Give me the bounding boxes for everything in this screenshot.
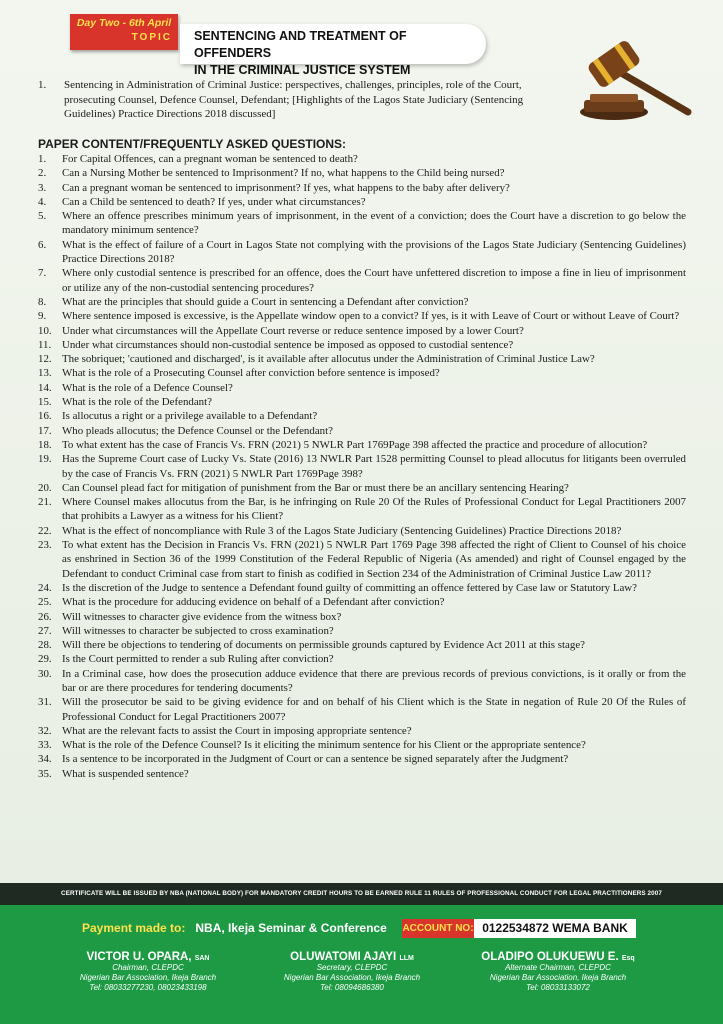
signatory-tel: Tel: 08033277230, 08023433198 [89, 983, 207, 992]
faq-item [38, 624, 686, 638]
faq-item [38, 695, 686, 724]
faq-item-text: Under what circumstances will the Appellate Court reverse or reduce sentence imposed by a lower Court? [62, 324, 524, 337]
faq-item-text: What is suspended sentence? [62, 767, 189, 780]
faq-item-text: Will the prosecutor be said to be giving evidence for and on behalf of his Client which is the State in negation of Rule 20 Of the Rules of Professional Conduct for Legal Practitioners 2007? [62, 696, 686, 723]
faq-item [38, 652, 686, 666]
payment-line [82, 917, 387, 939]
faq-item [38, 381, 686, 395]
account-label: ACCOUNT NO: [402, 919, 474, 938]
faq-item-number: 24. [38, 581, 52, 594]
faq-item [38, 738, 686, 752]
faq-item-text: Will witnesses to character be subjected to cross examination? [62, 624, 334, 637]
faq-item [38, 724, 686, 738]
faq-item-text: Can a Nursing Mother be sentenced to Imprisonment? If no, what happens to the Child being nursed? [62, 167, 505, 180]
faq-item-number: 18. [38, 438, 52, 451]
signatory-role: Secretary, CLEPDC [316, 963, 388, 972]
faq-item [38, 452, 686, 481]
faq-item-number: 7. [38, 267, 47, 280]
faq-item [38, 352, 686, 366]
faq-item-text: Where sentence imposed is excessive, is the Appellate window open to a convict? If yes, is it with Leave of Court or without Leave of Court? [62, 310, 680, 323]
faq-item-number: 19. [38, 453, 52, 466]
gavel-icon [576, 30, 696, 126]
faq-item-text: What are the relevant facts to assist the Court in imposing appropriate sentence? [62, 724, 412, 737]
faq-item-text: Who pleads allocutus; the Defence Counsel or the Defendant? [62, 424, 333, 437]
faq-item [38, 338, 686, 352]
faq-item [38, 495, 686, 524]
faq-item-text: What is the role of the Defence Counsel? Is it eliciting the minimum sentence for his Client or the appropriate sentence? [62, 739, 586, 752]
faq-item-text: Will witnesses to character give evidence from the witness box? [62, 610, 342, 623]
faq-item [38, 752, 686, 766]
faq-item-number: 31. [38, 696, 52, 709]
signatory-tel: Tel: 08033133072 [526, 983, 590, 992]
faq-item-text: Is allocutus a right or a privilege available to a Defendant? [62, 410, 318, 423]
faq-item-number: 8. [38, 295, 47, 308]
faq-item [38, 424, 686, 438]
account-value: 0122534872 WEMA BANK [474, 919, 636, 938]
signatory-role: Alternate Chairman, CLEPDC [505, 963, 611, 972]
faq-item [38, 595, 686, 609]
faq-item [38, 309, 686, 323]
faq-item-text: The sobriquet; 'cautioned and discharged', is it available after allocutus under the Administration of Criminal Justice Law? [62, 353, 595, 366]
faq-item-text: Will there be objections to tendering of documents on permissible grounds captured by Evidence Act 2011 at this stage? [62, 639, 585, 652]
faq-item-number: 2. [38, 167, 47, 180]
faq-item [38, 181, 686, 195]
signatory-org: Nigerian Bar Association, Ikeja Branch [283, 973, 421, 982]
faq-item-number: 1. [38, 153, 47, 165]
faq-item-number: 12. [38, 353, 52, 366]
footer [0, 905, 723, 1024]
payment-payee: NBA, Ikeja Seminar & Conference [195, 921, 387, 935]
faq-item-text: To what extent has the case of Francis Vs. FRN (2021) 5 NWLR Part 1769Page 398 affected the practice and procedure of allocution? [62, 438, 648, 451]
faq-item-number: 6. [38, 238, 47, 251]
faq-item-text: What is the procedure for adducing evidence on behalf of a Defendant after conviction? [62, 596, 445, 609]
faq-item-number: 15. [38, 396, 52, 409]
faq-item-number: 29. [38, 653, 52, 666]
faq-item-text: What is the effect of noncompliance with Rule 3 of the Lagos State Judiciary (Sentencing Guidelines) Practice Directions 2018? [62, 524, 622, 537]
faq-item-number: 13. [38, 367, 52, 380]
faq-item [38, 195, 686, 209]
faq-item [38, 667, 686, 696]
signatory-role: Chairman, CLEPDC [112, 963, 184, 972]
signatory [48, 951, 248, 993]
faq-item-number: 17. [38, 424, 52, 437]
faq-item [38, 638, 686, 652]
faq-item-number: 27. [38, 624, 52, 637]
faq-item-text: Is the discretion of the Judge to sentence a Defendant found guilty of committing an offence fettered by Case law or Statutory Law? [62, 581, 638, 594]
faq-item-number: 30. [38, 667, 52, 680]
faq-item-number: 5. [38, 210, 47, 223]
faq-item-number: 20. [38, 481, 52, 494]
signatory [458, 951, 658, 993]
faq-item-number: 25. [38, 596, 52, 609]
faq-item-number: 28. [38, 639, 52, 652]
faq-list [38, 152, 686, 781]
faq-item-text: Where an offence prescribes minimum years of imprisonment, in the event of a conviction; does the Court have a discretion to go below the mandatory minimum sentence? [62, 210, 686, 237]
faq-item-text: In a Criminal case, how does the prosecution adduce evidence that there are previous records of previous convictions, is it orally or from the bar or are there procedures for tendering documents? [62, 667, 686, 694]
faq-item [38, 409, 686, 423]
signatory-tel: Tel: 08094686380 [320, 983, 384, 992]
faq-item-number: 3. [38, 181, 47, 194]
payment-label: Payment made to: [82, 921, 186, 935]
signatory-name: OLADIPO OLUKUEWU E. Esq [481, 951, 635, 963]
faq-item-number: 4. [38, 195, 47, 208]
faq-item-number: 34. [38, 753, 52, 766]
faq-item [38, 395, 686, 409]
faq-item-number: 21. [38, 496, 52, 509]
faq-item-number: 14. [38, 381, 52, 394]
faq-item-text: Where only custodial sentence is prescribed for an offence, does the Court have unfettered discretion to impose a fine in lieu of imprisonment or utilize any of the non-custodial sentencing procedures? [62, 267, 686, 294]
faq-item-number: 11. [38, 338, 52, 351]
intro-number: 1. [38, 79, 47, 91]
title-line-1: SENTENCING AND TREATMENT OF OFFENDERS [194, 29, 407, 60]
faq-item-text: For Capital Offences, can a pregnant woman be sentenced to death? [62, 153, 358, 165]
intro-text: Sentencing in Administration of Criminal Justice: perspectives, challenges, principles, role of the Court, prosecuting Counsel, Defence Counsel, Defendant; [Highlights of the Lagos State Judiciary (Sentencing Guidelines) Practice Directions 2018 discussed] [64, 79, 524, 120]
faq-item-text: Can a pregnant woman be sentenced to imprisonment? If yes, what happens to the baby after delivery? [62, 181, 510, 194]
faq-item-number: 23. [38, 539, 52, 552]
signatory [252, 951, 452, 993]
faq-item [38, 438, 686, 452]
signatory-org: Nigerian Bar Association, Ikeja Branch [489, 973, 627, 982]
faq-item-text: What are the principles that should guide a Court in sentencing a Defendant after conviction? [62, 295, 469, 308]
faq-item [38, 166, 686, 180]
faq-item-text: What is the role of a Prosecuting Counsel after conviction before sentence is imposed? [62, 367, 440, 380]
faq-item [38, 209, 686, 238]
faq-item-text: What is the role of a Defence Counsel? [62, 381, 233, 394]
faq-item-number: 22. [38, 524, 52, 537]
certificate-note: CERTIFICATE WILL BE ISSUED BY NBA (NATIONAL BODY) FOR MANDATORY CREDIT HOURS TO BE EARNED RULE 11 RULES OF PROFESSIONAL CONDUCT FOR LEGAL PRACTITIONERS 2007 [0, 883, 723, 905]
signatory-org: Nigerian Bar Association, Ikeja Branch [79, 973, 217, 982]
faq-item-text: Can a Child be sentenced to death? If yes, under what circumstances? [62, 195, 366, 208]
faq-item [38, 581, 686, 595]
faq-item-text: Is the Court permitted to render a sub Ruling after conviction? [62, 653, 334, 666]
signatory-name: OLUWATOMI AJAYI LLM [290, 951, 414, 963]
day-tag [70, 14, 178, 50]
faq-item [38, 152, 686, 166]
intro-item [38, 78, 548, 122]
faq-item [38, 524, 686, 538]
faq-item-text: What is the effect of failure of a Court in Lagos State not complying with the provisions of the Lagos State Judiciary (Sentencing Guidelines) Practice Directions 2018? [62, 238, 686, 266]
faq-item-number: 26. [38, 610, 52, 623]
faq-item-text: To what extent has the Decision in Francis Vs. FRN (2021) 5 NWLR Part 1769 Page 398 affected the right of Client to Counsel of his choice as enshrined in Section 36 of the 1999 Constitution of the Federal Republic of Nigeria (As amended) and right of Counsel engaged by the Defendant to conduct Criminal case from start to finish as codified in Section 234 of the Administration of Criminal Justice Law 2011? [62, 539, 686, 580]
faq-item-text: Has the Supreme Court case of Lucky Vs. State (2016) 13 NWLR Part 1528 permitting Counsel to plead allocutus for litigants been overruled by the case of Francis Vs. FRN (2021) 5 NWLR Part 1769Page 398? [62, 453, 686, 480]
faq-item [38, 610, 686, 624]
page-title [180, 24, 486, 77]
topic-tag: TOPIC [131, 32, 172, 43]
faq-item-number: 16. [38, 410, 52, 423]
faq-item-text: Can Counsel plead fact for mitigation of punishment from the Bar or must there be an ancillary sentencing Hearing? [62, 481, 569, 494]
faq-item-text: Where Counsel makes allocutus from the Bar, is he infringing on Rule 20 Of the Rules of Professional Conduct for Legal Practitioners 2007 that prohibits a Lawyer as a witness for his Client? [62, 496, 686, 523]
faq-item-number: 35. [38, 767, 52, 780]
faq-item [38, 324, 686, 338]
faq-item-text: Is a sentence to be incorporated in the Judgment of Court or can a sentence be signed separately after the Judgment? [62, 753, 569, 766]
faq-item [38, 538, 686, 581]
faq-item-text: What is the role of the Defendant? [62, 396, 212, 409]
faq-item-number: 32. [38, 724, 52, 737]
faq-item-number: 10. [38, 324, 52, 337]
faq-item [38, 767, 686, 781]
faq-item [38, 481, 686, 495]
signatory-name: VICTOR U. OPARA, SAN [86, 951, 210, 963]
title-line-2: IN THE CRIMINAL JUSTICE SYSTEM [194, 63, 411, 77]
faq-item-number: 33. [38, 739, 52, 752]
faq-item [38, 366, 686, 380]
faq-item [38, 295, 686, 309]
faq-item-text: Under what circumstances should non-custodial sentence be imposed as opposed to custodial sentence? [62, 338, 514, 351]
faq-item-number: 9. [38, 310, 47, 323]
section-heading: PAPER CONTENT/FREQUENTLY ASKED QUESTIONS: [38, 137, 347, 151]
faq-item [38, 238, 686, 267]
faq-item [38, 266, 686, 295]
day-label: Day Two - 6th April [76, 17, 172, 29]
